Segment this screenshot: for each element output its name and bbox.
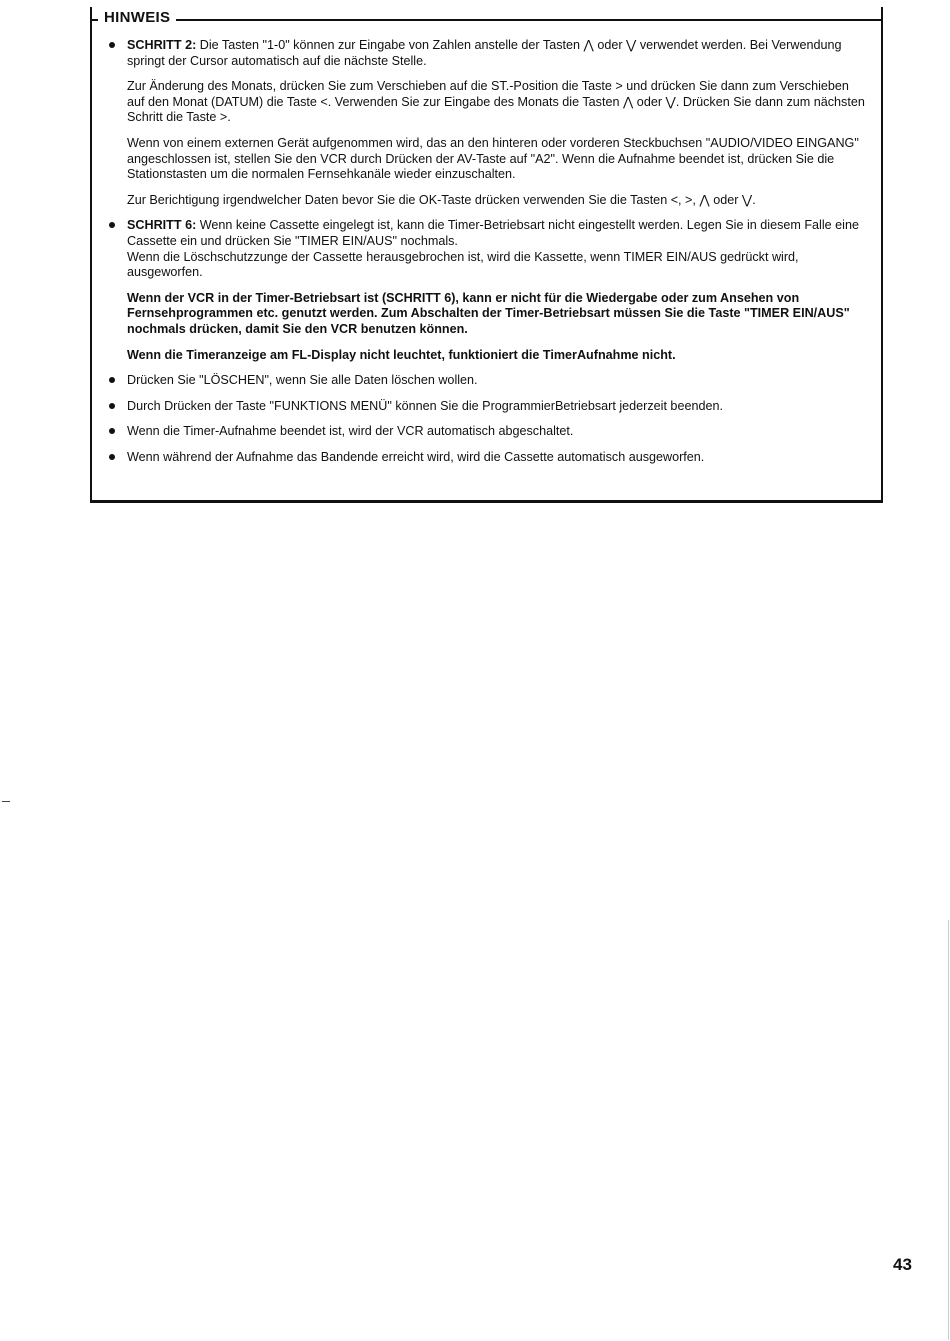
bullet-text: Wenn die Timer-Aufnahme beendet ist, wird der VCR automatisch abgeschaltet. [127, 424, 574, 439]
list-item [127, 373, 865, 389]
list-item-schritt2 [127, 38, 865, 208]
bullet-icon [109, 403, 115, 409]
schritt2-text: Die Tasten "1-0" können zur Eingabe von Zahlen anstelle der Tasten ⋀ oder ⋁ verwendet werden. Bei Verwendung springt der Cursor automatisch auf die nächste Stelle. [127, 38, 842, 68]
extern-paragraph: Wenn von einem externen Gerät aufgenommen wird, das an den hinteren oder vorderen Steckbuchsen "AUDIO/VIDEO EINGANG" angeschlossen ist, stellen Sie den VCR durch Drücken der AV-Taste auf "A2". Wenn die Aufnahme beendet ist, drücken Sie die Stationstasten um die normalen Fernsehkanäle wieder einzuschalten. [127, 135, 859, 182]
scan-mark [2, 801, 10, 802]
hinweis-box [90, 9, 883, 503]
bullet-icon [109, 42, 115, 48]
page-number: 43 [893, 1255, 912, 1274]
bullet-text: Durch Drücken der Taste "FUNKTIONS MENÜ" können Sie die ProgrammierBetriebsart jederzeit beenden. [127, 398, 723, 413]
schritt6-label: SCHRITT 6: [127, 218, 197, 233]
hinweis-content [127, 38, 865, 475]
monat-paragraph: Zur Änderung des Monats, drücken Sie zum Verschieben auf die ST.-Position die Taste > und drücken Sie dann zum Verschieben auf den Monat (DATUM) die Taste <. Verwenden Sie zur Eingabe des Monats die Tasten ⋀ oder ⋁. Drücken Sie dann zum nächsten Schritt die Taste >. [127, 79, 865, 125]
list-item [127, 450, 865, 466]
loeschschutz-text: Wenn die Löschschutzzunge der Cassette herausgebrochen ist, wird die Kassette, wenn TIMER EIN/AUS gedrückt wird, ausgeworfen. [127, 249, 799, 280]
schritt6-text: Wenn keine Cassette eingelegt ist, kann die Timer-Betriebsart nicht eingestellt werden. Legen Sie in diesem Falle eine Cassette ein und drücken Sie "TIMER EIN/AUS" nochmals. [127, 218, 859, 248]
list-item [127, 399, 865, 415]
bullet-icon [109, 454, 115, 460]
timer-mode-warning: Wenn der VCR in der Timer-Betriebsart ist (SCHRITT 6), kann er nicht für die Wiedergabe oder zum Ansehen von Fernsehprogrammen etc. genutzt werden. Zum Abschalten der Timer-Betriebsart müssen Sie die Taste "TIMER EIN/AUS" nochmals drücken, damit Sie den VCR benutzen können. [127, 290, 850, 336]
fl-display-warning: Wenn die Timeranzeige am FL-Display nicht leuchtet, funktioniert die TimerAufnahme nicht. [127, 347, 676, 362]
bullet-icon [109, 222, 115, 228]
bullet-icon [109, 428, 115, 434]
schritt2-label: SCHRITT 2: [127, 38, 197, 52]
bullet-text: Wenn während der Aufnahme das Bandende erreicht wird, wird die Cassette automatisch ausgeworfen. [127, 449, 705, 464]
box-corner-right [881, 7, 883, 19]
bullet-icon [109, 377, 115, 383]
schritt6-paragraph [127, 218, 865, 280]
berichtigung-paragraph: Zur Berichtigung irgendwelcher Daten bevor Sie die OK-Taste drücken verwenden Sie die Tasten <, >, ⋀ oder ⋁. [127, 192, 756, 207]
scan-edge-line [948, 920, 949, 1340]
hinweis-top-rule [92, 19, 881, 21]
schritt2-paragraph [127, 38, 865, 69]
list-item-schritt6 [127, 218, 865, 363]
bullet-text: Drücken Sie "LÖSCHEN", wenn Sie alle Daten löschen wollen. [127, 373, 478, 388]
list-item [127, 424, 865, 440]
box-corner-left [90, 7, 92, 19]
hinweis-title: HINWEIS [98, 9, 176, 26]
